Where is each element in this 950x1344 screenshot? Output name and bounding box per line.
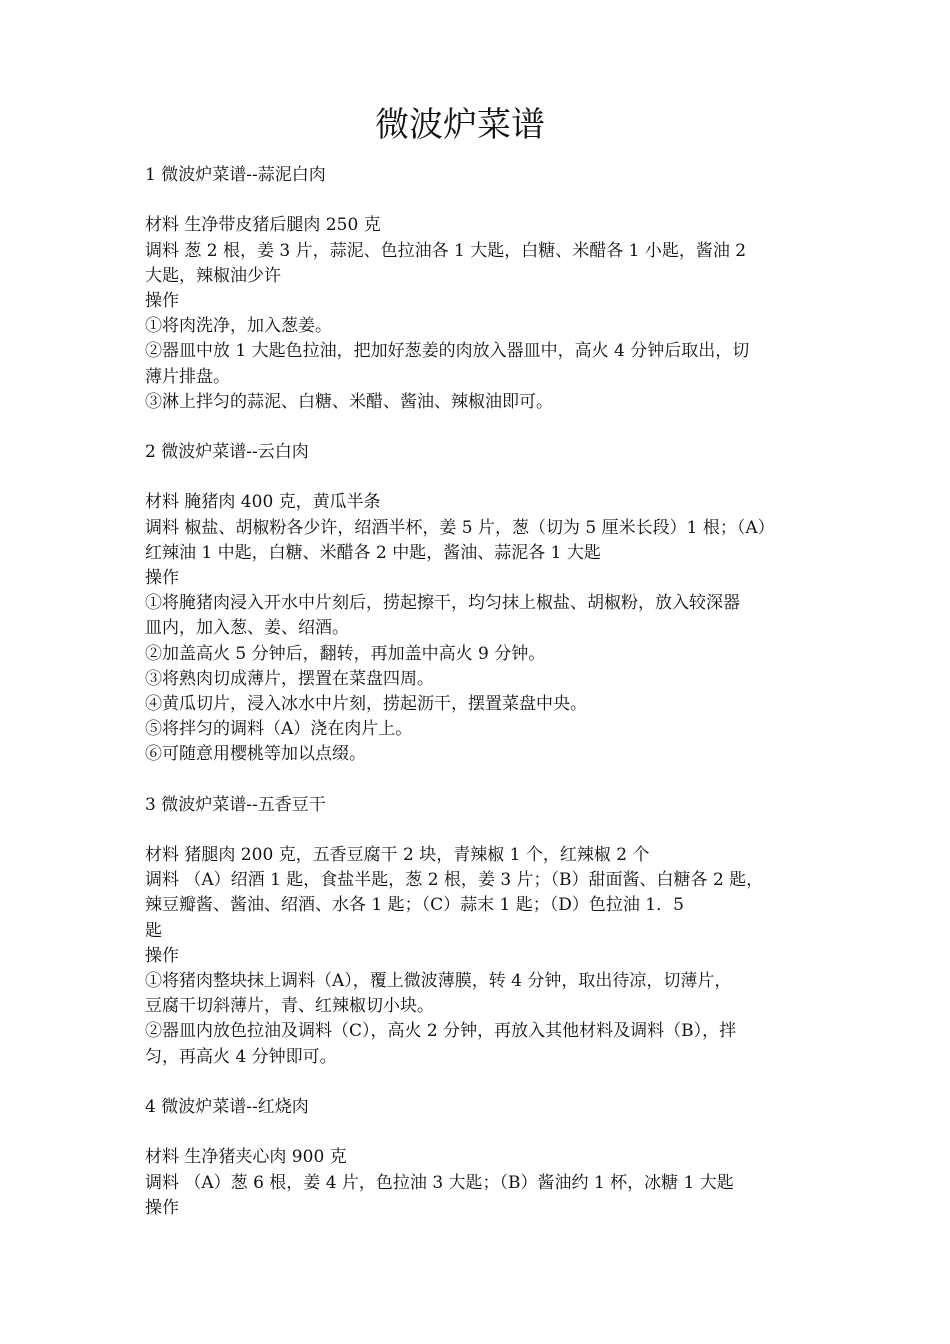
text-line: 4 微波炉菜谱--红烧肉 [145,1096,309,1117]
text-line: 调料 葱 2 根，姜 3 片，蒜泥、色拉油各 1 大匙，白糖、米醋各 1 小匙，酱油 2 [145,240,747,261]
blank-line [145,188,810,213]
text-line: ①将腌猪肉浸入开水中片刻后，捞起擦干，均匀抹上椒盐、胡椒粉，放入较深器 [145,593,740,614]
text-line: 1 微波炉菜谱--蒜泥白肉 [145,165,326,185]
text-line: 大匙，辣椒油少许 [145,265,281,286]
blank-line [145,1070,810,1095]
text-line: 调料 （A）绍酒 1 匙，食盐半匙，葱 2 根，姜 3 片；（B）甜面酱、白糖各 2 匙， [145,870,764,891]
text-line: 匀，再高火 4 分钟即可。 [145,1046,337,1067]
text-line: ②器皿中放 1 大匙色拉油，把加好葱姜的肉放入器皿中，高火 4 分钟后取出，切 [145,341,750,362]
text-line: 操作 [145,945,179,966]
text-line: ①将猪肉整块抹上调料（A），覆上微波薄膜，转 4 分钟，取出待凉，切薄片， [145,971,732,991]
text-line: 材料 腌猪肉 400 克，黄瓜半条 [145,492,381,513]
page-title: 微波炉菜谱 [375,105,545,145]
text-line: 调料 椒盐、胡椒粉各少许，绍酒半杯，姜 5 片，葱（切为 5 厘米长段）1 根；（A） [145,517,775,538]
blank-line [145,768,810,793]
text-line: 薄片排盘。 [145,366,230,387]
text-line: 操作 [145,1197,179,1218]
text-line: 匙 [145,920,162,941]
text-line: 辣豆瓣酱、酱油、绍酒、水各 1 匙；（C）蒜末 1 匙；（D）色拉油 1．5 [145,895,684,916]
blank-line [145,465,810,490]
text-line: ②加盖高火 5 分钟后，翻转，再加盖中高火 9 分钟。 [145,643,546,664]
text-line: 皿内，加入葱、姜、绍酒。 [145,618,349,639]
text-line: ③淋上拌匀的蒜泥、白糖、米醋、酱油、辣椒油即可。 [145,391,553,412]
text-line: 红辣油 1 中匙，白糖、米醋各 2 中匙，酱油、蒜泥各 1 大匙 [145,542,601,563]
text-line: 豆腐干切斜薄片，青、红辣椒切小块。 [145,996,434,1017]
text-line: 调料 （A）葱 6 根，姜 4 片，色拉油 3 大匙；（B）酱油约 1 杯，冰糖 1 大匙 [145,1172,734,1193]
text-line: 2 微波炉菜谱--云白肉 [145,442,309,463]
text-line: ③将熟肉切成薄片，摆置在菜盘四周。 [145,668,434,689]
text-line: ⑤将拌匀的调料（A）浇在肉片上。 [145,719,413,740]
text-line: 材料 猪腿肉 200 克，五香豆腐干 2 块，青辣椒 1 个，红辣椒 2 个 [145,845,650,866]
text-line: 3 微波炉菜谱--五香豆干 [145,794,326,815]
text-line: 材料 生净猪夹心肉 900 克 [145,1147,347,1168]
blank-line [145,415,810,440]
text-line: 材料 生净带皮猪后腿肉 250 克 [145,215,381,236]
blank-line [145,818,810,843]
text-line: ②器皿内放色拉油及调料（C），高火 2 分钟，再放入其他材料及调料（B），拌 [145,1021,737,1042]
text-line: 操作 [145,290,179,311]
blank-line [145,1120,810,1145]
text-line: 操作 [145,568,179,588]
text-line: ④黄瓜切片，浸入冰水中片刻，捞起沥干，摆置菜盘中央。 [145,693,587,714]
text-line: ①将肉洗净，加入葱姜。 [145,316,332,337]
text-line: ⑥可随意用樱桃等加以点缀。 [145,744,366,765]
document-body [145,163,810,1221]
